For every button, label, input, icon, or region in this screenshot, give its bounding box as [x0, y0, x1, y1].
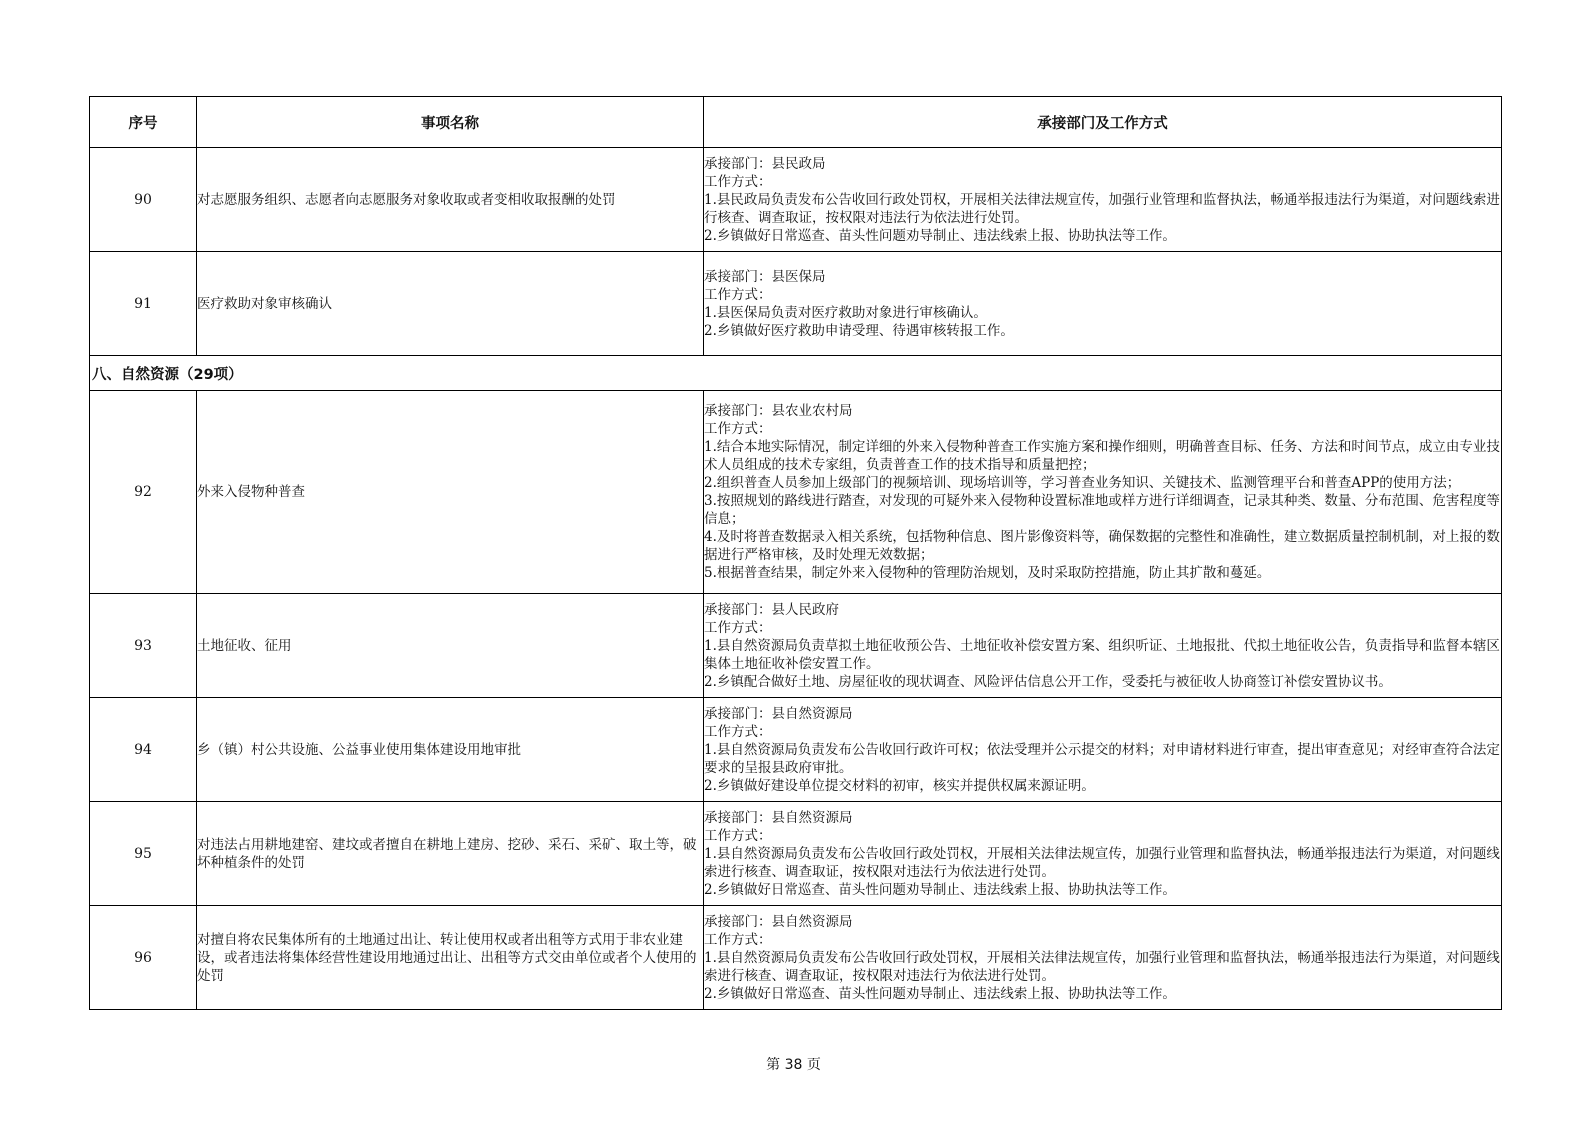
detail-line: 1.县医保局负责对医疗救助对象进行审核确认。	[704, 304, 987, 321]
detail-line: 3.按照规划的路线进行踏查，对发现的可疑外来入侵物种设置标准地或样方进行详细调查，记录其种类、数量、分布范围、危害程度等信息；	[704, 493, 1500, 527]
table-row	[90, 906, 1502, 1010]
detail-line: 2.乡镇做好日常巡查、苗头性问题劝导制止、违法线索上报、协助执法等工作。	[704, 985, 1176, 1002]
row-name: 土地征收、征用	[197, 594, 704, 698]
detail-line: 承接部门：县农业农村局	[704, 403, 853, 419]
detail-line: 工作方式：	[704, 286, 772, 303]
row-detail	[704, 148, 1502, 252]
detail-line: 2.乡镇做好建设单位提交材料的初审，核实并提供权属来源证明。	[704, 777, 1095, 794]
detail-line: 1.县自然资源局负责发布公告收回行政许可权；依法受理并公示提交的材料；对申请材料进行审查，提出审查意见；对经审查符合法定要求的呈报县政府审批。	[704, 741, 1500, 776]
row-name: 医疗救助对象审核确认	[197, 252, 704, 356]
detail-line: 工作方式：	[704, 723, 772, 740]
row-name: 对违法占用耕地建窑、建坟或者擅自在耕地上建房、挖砂、采石、采矿、取土等，破坏种植条件的处罚	[197, 802, 704, 906]
table-row	[90, 698, 1502, 802]
row-detail	[704, 802, 1502, 906]
row-detail	[704, 906, 1502, 1010]
section-title: 八、自然资源（29项）	[90, 356, 1502, 391]
detail-line: 1.县自然资源局负责发布公告收回行政处罚权，开展相关法律法规宣传，加强行业管理和监督执法，畅通举报违法行为渠道，对问题线索进行核查、调查取证，按权限对违法行为依法进行处罚。	[704, 949, 1500, 984]
detail-line: 工作方式：	[704, 421, 772, 437]
row-seq: 95	[90, 802, 197, 906]
row-name: 对擅自将农民集体所有的土地通过出让、转让使用权或者出租等方式用于非农业建设，或者违法将集体经营性建设用地通过出让、出租等方式交由单位或者个人使用的处罚	[197, 906, 704, 1010]
detail-line: 1.县自然资源局负责草拟土地征收预公告、土地征收补偿安置方案、组织听证、土地报批、代拟土地征收公告，负责指导和监督本辖区集体土地征收补偿安置工作。	[704, 637, 1500, 672]
detail-line: 2.乡镇做好日常巡查、苗头性问题劝导制止、违法线索上报、协助执法等工作。	[704, 881, 1176, 898]
row-name: 乡（镇）村公共设施、公益事业使用集体建设用地审批	[197, 698, 704, 802]
table-row	[90, 252, 1502, 356]
detail-line: 2.乡镇做好医疗救助申请受理、待遇审核转报工作。	[704, 322, 1014, 339]
table-row	[90, 148, 1502, 252]
table-row	[90, 391, 1502, 594]
detail-line: 承接部门：县自然资源局	[704, 705, 853, 722]
table-body-top	[90, 148, 1502, 356]
row-detail	[704, 391, 1502, 594]
detail-line: 承接部门：县人民政府	[704, 601, 839, 618]
detail-line: 工作方式：	[704, 619, 772, 636]
row-seq: 91	[90, 252, 197, 356]
detail-line: 承接部门：县自然资源局	[704, 809, 853, 826]
row-seq: 93	[90, 594, 197, 698]
row-seq: 94	[90, 698, 197, 802]
detail-line: 2.乡镇配合做好土地、房屋征收的现状调查、风险评估信息公开工作，受委托与被征收人协商签订补偿安置协议书。	[704, 673, 1392, 690]
detail-line: 工作方式：	[704, 173, 772, 190]
detail-line: 承接部门：县自然资源局	[704, 913, 853, 930]
table-header-row	[90, 97, 1502, 148]
matters-table	[89, 96, 1502, 1010]
header-name: 事项名称	[197, 97, 704, 148]
detail-line: 2.组织普查人员参加上级部门的视频培训、现场培训等，学习普查业务知识、关键技术、监测管理平台和普查APP的使用方法；	[704, 475, 1461, 491]
row-seq: 92	[90, 391, 197, 594]
detail-line: 1.县自然资源局负责发布公告收回行政处罚权，开展相关法律法规宣传，加强行业管理和监督执法，畅通举报违法行为渠道，对问题线索进行核查、调查取证，按权限对违法行为依法进行处罚。	[704, 845, 1500, 880]
page-number: 第 38 页	[766, 1057, 821, 1073]
table-row	[90, 802, 1502, 906]
detail-line: 承接部门：县医保局	[704, 268, 826, 285]
header-dept: 承接部门及工作方式	[704, 97, 1502, 148]
detail-line: 承接部门：县民政局	[704, 155, 826, 172]
detail-line: 工作方式：	[704, 827, 772, 844]
row-detail	[704, 594, 1502, 698]
detail-line: 2.乡镇做好日常巡查、苗头性问题劝导制止、违法线索上报、协助执法等工作。	[704, 227, 1176, 244]
row-name: 外来入侵物种普查	[197, 391, 704, 594]
header-seq: 序号	[90, 97, 197, 148]
row-detail	[704, 252, 1502, 356]
section-body	[90, 356, 1502, 391]
detail-line: 4.及时将普查数据录入相关系统，包括物种信息、图片影像资料等，确保数据的完整性和准确性，建立数据质量控制机制，对上报的数据进行严格审核，及时处理无效数据；	[704, 529, 1500, 563]
row-name: 对志愿服务组织、志愿者向志愿服务对象收取或者变相收取报酬的处罚	[197, 148, 704, 252]
detail-line: 5.根据普查结果，制定外来入侵物种的管理防治规划，及时采取防控措施，防止其扩散和蔓延。	[704, 565, 1271, 581]
detail-line: 工作方式：	[704, 931, 772, 948]
row-seq: 96	[90, 906, 197, 1010]
table-body-bottom	[90, 391, 1502, 1010]
table-row	[90, 594, 1502, 698]
section-row	[90, 356, 1502, 391]
detail-line: 1.结合本地实际情况，制定详细的外来入侵物种普查工作实施方案和操作细则，明确普查目标、任务、方法和时间节点，成立由专业技术人员组成的技术专家组，负责普查工作的技术指导和质量把控；	[704, 439, 1500, 473]
row-seq: 90	[90, 148, 197, 252]
detail-line: 1.县民政局负责发布公告收回行政处罚权，开展相关法律法规宣传，加强行业管理和监督执法，畅通举报违法行为渠道，对问题线索进行核查、调查取证，按权限对违法行为依法进行处罚。	[704, 191, 1500, 226]
row-detail	[704, 698, 1502, 802]
